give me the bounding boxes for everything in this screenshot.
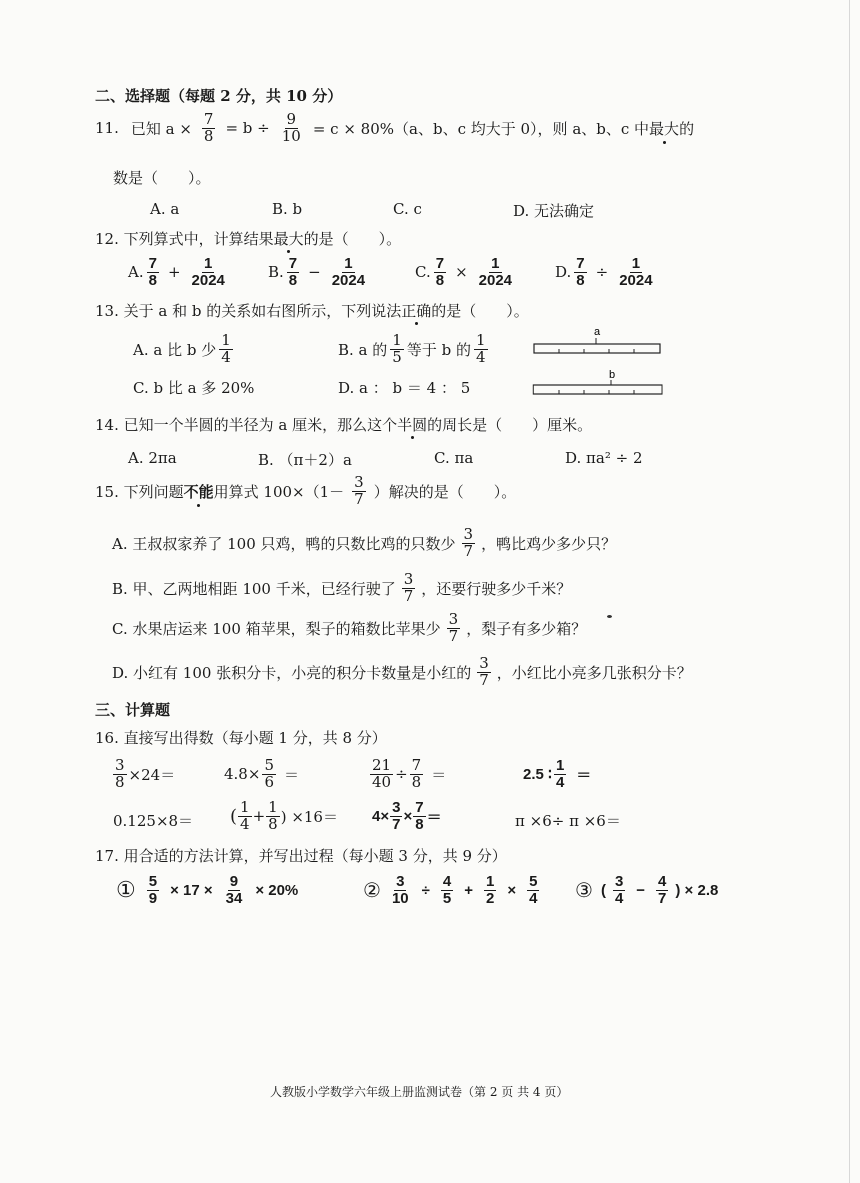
option-c: C. c — [393, 200, 422, 218]
circled-number: ③ — [575, 879, 593, 902]
option-label: D. — [555, 263, 572, 282]
expression-text: ＝ — [426, 808, 442, 826]
option-a: A. a — [150, 200, 180, 218]
fraction: $\frac{1}{4}$ — [555, 757, 565, 791]
question-text: 已知 a × — [130, 119, 192, 138]
bar-label-a: a — [594, 326, 601, 338]
option-d: D. a ： b ＝ 4 ： 5 — [338, 379, 471, 397]
fraction: $\frac{3}{4}$ — [614, 873, 624, 907]
question-text: 的是（ ）。 — [431, 302, 529, 320]
question-text: 用算式 100×（1－ — [213, 482, 345, 501]
calc-item — [230, 800, 338, 833]
question-16: 16. 直接写出得数（每小题 1 分，共 8 分） — [95, 729, 387, 747]
option-text: D. 小红有 100 张积分卡，小亮的积分卡数量是小红的 — [112, 663, 472, 682]
fraction: $\frac{7}{8}$ — [411, 756, 422, 791]
question-13 — [95, 300, 529, 321]
calc-item-2 — [363, 874, 542, 907]
fraction: $\frac{7}{8}$ — [203, 110, 214, 145]
fraction: $\frac{3}{7}$ — [403, 570, 414, 605]
fraction: $\frac{3}{7}$ — [354, 473, 364, 508]
expression-text: 4.8× — [224, 765, 261, 784]
fraction: $\frac{1}{4}$ — [240, 798, 250, 833]
option-a: A. 2πa — [128, 449, 177, 467]
option-text: C. 水果店运来 100 箱苹果，梨子的箱数比苹果少 — [112, 619, 441, 638]
calc-item — [113, 758, 175, 791]
question-number: 11. — [95, 119, 119, 138]
fraction: $\frac{5}{9}$ — [148, 873, 158, 907]
section-title: 二、选择题（每题 2 分，共 10 分） — [95, 87, 343, 105]
fraction: $\frac{1}{2024}$ — [191, 255, 225, 289]
calc-item-1 — [116, 874, 298, 907]
option-text: ，小红比小亮多几张积分卡？ — [496, 663, 692, 682]
fraction: $\frac{1}{8}$ — [268, 798, 278, 833]
option-d — [555, 256, 658, 289]
question-text: ）解决的是（ ）。 — [373, 482, 517, 501]
fraction: $\frac{9}{10}$ — [281, 110, 301, 145]
fraction: $\frac{7}{8}$ — [148, 255, 157, 289]
calc-item-3 — [575, 874, 718, 907]
calc-item: 0.125×8＝ — [113, 812, 194, 830]
bar-b-ticks — [559, 390, 634, 394]
question-15 — [95, 475, 516, 508]
option-c — [112, 612, 586, 645]
fraction: $\frac{1}{2024}$ — [331, 255, 366, 289]
option-d: D. 无法确定 — [513, 202, 595, 220]
operator: ÷ — [421, 881, 430, 899]
option-d — [112, 656, 692, 689]
calc-item — [372, 800, 442, 833]
question-text: 的 — [679, 119, 695, 138]
option-b: B. b — [272, 200, 303, 218]
bar-a — [534, 344, 660, 353]
question-text: 数是（ ）。 — [113, 169, 211, 187]
option-c: C. πa — [434, 449, 474, 467]
expression-text: × 17 × — [170, 881, 213, 899]
fraction: $\frac{5}{4}$ — [529, 873, 538, 907]
option-a — [112, 527, 616, 560]
expression-text: ( — [600, 881, 606, 899]
question-text: 的是（ ）。 — [303, 230, 402, 248]
emphasis-text: 正确 — [401, 302, 432, 320]
question-text: 15. 下列问题 — [95, 482, 184, 501]
fraction: $\frac{7}{8}$ — [576, 255, 585, 289]
question-text: = c × 80%（a、b、c 均大于 0），则 a、b、c 中 — [312, 119, 650, 138]
fraction: $\frac{1}{2}$ — [485, 873, 495, 907]
calc-item: π ×6÷ π ×6＝ — [515, 812, 621, 830]
fraction: $\frac{21}{40}$ — [372, 756, 392, 791]
bar-label-b: b — [609, 369, 616, 381]
expression-text: ) × 2.8 — [675, 881, 719, 899]
option-text: B. a 的 — [338, 340, 388, 359]
option-text: A. 王叔叔家养了 100 只鸡，鸭的只数比鸡的只数少 — [112, 534, 456, 553]
operator: ÷ — [595, 263, 609, 282]
operator: − — [636, 881, 646, 899]
circled-number: ① — [116, 877, 136, 903]
question-17: 17. 用合适的方法计算，并写出过程（每小题 3 分，共 9 分） — [95, 847, 507, 865]
option-b — [112, 572, 571, 605]
operator: × — [507, 881, 517, 899]
expression-text: ) ×16＝ — [280, 807, 338, 826]
expression-text: ×24＝ — [128, 765, 176, 784]
question-text: 的周长是（ ）厘米。 — [427, 416, 593, 434]
bar-a-ticks — [559, 349, 634, 353]
fraction: $\frac{3}{10}$ — [391, 873, 409, 907]
page-footer: 人教版小学数学六年级上册监测试卷（第 2 页 共 4 页） — [270, 1085, 569, 1099]
fraction: $\frac{3}{7}$ — [463, 525, 474, 560]
question-11 — [95, 112, 694, 145]
fraction: $\frac{3}{7}$ — [448, 610, 459, 645]
fraction: $\frac{1}{4}$ — [475, 331, 486, 366]
option-d: D. πa² ÷ 2 — [565, 449, 643, 467]
expression-text: × 20% — [255, 881, 299, 899]
calc-item — [370, 758, 446, 791]
fraction: $\frac{3}{7}$ — [479, 654, 489, 689]
question-14 — [95, 414, 592, 435]
option-text: ，还要行驶多少千米？ — [421, 579, 572, 598]
operator: × — [455, 263, 468, 282]
fraction: $\frac{3}{8}$ — [115, 756, 125, 791]
option-b — [338, 333, 491, 366]
question-text: 12. 下列算式中，计算结果 — [95, 230, 274, 248]
fraction: $\frac{7}{8}$ — [288, 255, 298, 289]
expression-text: 4× — [372, 807, 390, 825]
fraction: $\frac{1}{4}$ — [221, 331, 231, 366]
fraction: $\frac{9}{34}$ — [225, 873, 243, 907]
option-label: A. — [128, 263, 144, 282]
operator: + — [167, 263, 181, 282]
option-b — [268, 256, 370, 289]
option-c: C. b 比 a 多 20% — [133, 379, 255, 397]
question-12 — [95, 228, 401, 249]
question-text: 14. 已知一个半圆的半径为 a 厘米，那么这个 — [95, 416, 398, 434]
option-text: B. 甲、乙两地相距 100 千米，已经行驶了 — [112, 579, 396, 598]
fraction: $\frac{4}{7}$ — [658, 873, 667, 907]
option-label: B. — [268, 263, 284, 282]
scan-speck — [607, 615, 612, 618]
emphasis-text: 最大 — [649, 119, 680, 138]
fraction: $\frac{1}{2024}$ — [619, 255, 653, 289]
expression-text: ÷ — [395, 765, 408, 784]
option-text: ，梨子有多少箱？ — [466, 619, 587, 638]
question-text: 13. 关于 a 和 b 的关系如右图所示，下列说法 — [95, 302, 402, 320]
expression-text: + — [252, 807, 266, 826]
expression-text: ＝ — [431, 765, 447, 784]
section-title: 三、计算题 — [95, 701, 171, 719]
expression-text: ＝ — [576, 766, 592, 784]
bar-diagram — [530, 322, 665, 397]
bar-b — [533, 385, 662, 394]
option-c — [415, 256, 517, 289]
expression-text: ( — [230, 805, 238, 827]
calc-item — [224, 758, 299, 791]
emphasis-text: 最大 — [273, 230, 304, 248]
expression-text: 2.5 ∶ — [523, 766, 552, 784]
option-label: C. — [415, 263, 431, 282]
option-text: A. a 比 b 少 — [133, 340, 217, 359]
fraction: $\frac{1}{5}$ — [392, 331, 402, 366]
operator: − — [308, 263, 321, 282]
expression-text: ＝ — [283, 765, 299, 784]
fraction: $\frac{7}{8}$ — [415, 799, 424, 833]
fraction: $\frac{1}{2024}$ — [478, 255, 513, 289]
fraction: $\frac{4}{5}$ — [442, 873, 452, 907]
operator: + — [464, 881, 473, 899]
option-a — [128, 256, 230, 289]
circled-number: ② — [363, 879, 381, 902]
calc-item — [523, 758, 591, 791]
option-text: 等于 b 的 — [406, 340, 471, 359]
fraction: $\frac{3}{7}$ — [392, 799, 401, 833]
page-edge-shadow — [849, 0, 850, 1183]
expression-text: × — [403, 807, 413, 825]
option-text: ，鸭比鸡少多少只？ — [481, 534, 617, 553]
question-text: = b ÷ — [225, 119, 270, 138]
option-a — [133, 333, 236, 366]
fraction: $\frac{7}{8}$ — [435, 255, 445, 289]
emphasis-text: 半圆 — [397, 416, 428, 434]
option-b: B. （π＋2）a — [258, 451, 352, 469]
emphasis-text: 不能 — [183, 482, 214, 501]
fraction: $\frac{5}{6}$ — [264, 756, 274, 791]
